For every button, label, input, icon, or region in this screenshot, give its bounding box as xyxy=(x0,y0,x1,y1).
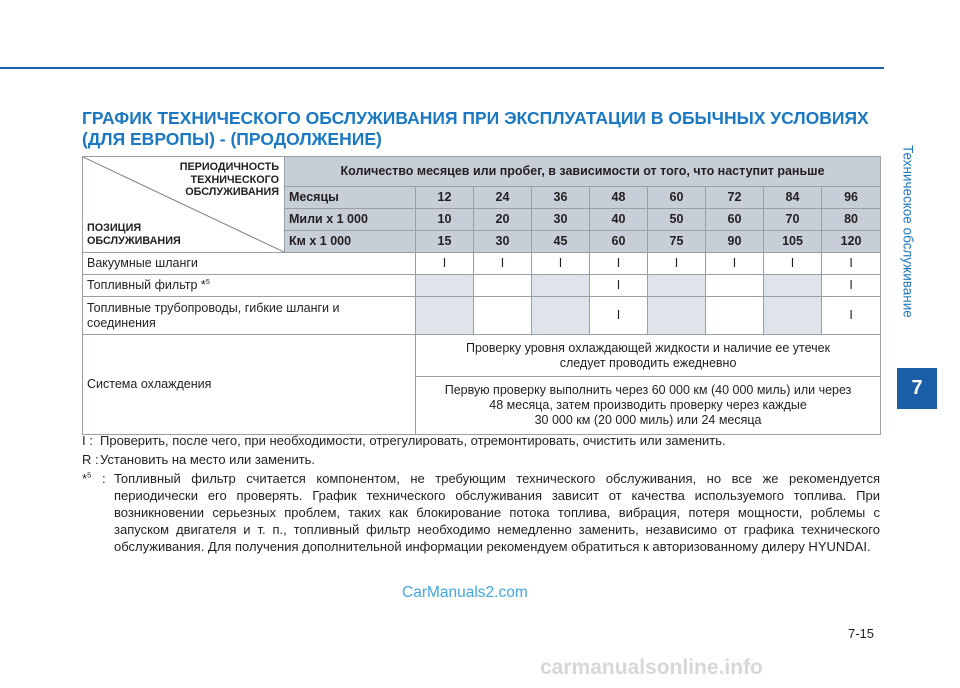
schedule-cell: I xyxy=(590,297,648,335)
item-caption: ПОЗИЦИЯ ОБСЛУЖИВАНИЯ xyxy=(87,222,181,247)
schedule-cell: I xyxy=(706,253,764,275)
schedule-cell: I xyxy=(764,253,822,275)
schedule-cell xyxy=(474,297,532,335)
note-text: Установить на место или заменить. xyxy=(100,452,316,467)
table-row-cooling xyxy=(83,335,881,377)
schedule-cell xyxy=(648,297,706,335)
km-cell: 45 xyxy=(532,231,590,253)
note-key: R : xyxy=(82,452,99,467)
schedule-cell: I xyxy=(474,253,532,275)
schedule-cell: I xyxy=(822,275,881,297)
item-label-fuel-lines: Топливные трубопроводы, гибкие шланги и соединения xyxy=(83,297,416,335)
km-cell: 120 xyxy=(822,231,881,253)
side-tab xyxy=(884,100,932,362)
miles-label: Мили x 1 000 xyxy=(285,209,416,231)
miles-cell: 20 xyxy=(474,209,532,231)
section-title-line1: ГРАФИК ТЕХНИЧЕСКОГО ОБСЛУЖИВАНИЯ ПРИ ЭКСПЛУАТАЦИИ В ОБЫЧНЫХ УСЛОВИЯХ xyxy=(82,108,869,128)
months-cell: 72 xyxy=(706,187,764,209)
footnote-key: *$^5$ xyxy=(82,470,92,486)
section-title-line2: (ДЛЯ ЕВРОПЫ) - (ПРОДОЛЖЕНИЕ) xyxy=(82,129,382,149)
note-replace xyxy=(82,451,880,468)
item-label-vacuum: Вакуумные шланги xyxy=(83,253,416,275)
section-title xyxy=(82,108,882,150)
site-watermark: carmanualsonline.info xyxy=(540,656,763,679)
miles-cell: 40 xyxy=(590,209,648,231)
miles-cell: 70 xyxy=(764,209,822,231)
km-cell: 90 xyxy=(706,231,764,253)
table-row-fuel-filter xyxy=(83,275,881,297)
km-cell: 60 xyxy=(590,231,648,253)
schedule-cell: I xyxy=(648,253,706,275)
schedule-cell: I xyxy=(590,253,648,275)
cooling-note-first-check: Первую проверку выполнить через 60 000 км (40 000 миль) или через 48 месяца, затем производить проверку через каждые 30 000 км (20 000 миль) или 24 месяца xyxy=(416,377,881,435)
months-cell: 12 xyxy=(416,187,474,209)
miles-cell: 60 xyxy=(706,209,764,231)
schedule-cell: I xyxy=(822,253,881,275)
table-corner-header xyxy=(83,157,285,253)
schedule-cell xyxy=(532,275,590,297)
schedule-cell xyxy=(532,297,590,335)
miles-cell: 30 xyxy=(532,209,590,231)
schedule-cell: I xyxy=(590,275,648,297)
note-text: Проверить, после чего, при необходимости, отрегулировать, отремонтировать, очистить или заменить. xyxy=(100,433,726,448)
miles-cell: 50 xyxy=(648,209,706,231)
schedule-cell: I xyxy=(822,297,881,335)
schedule-cell: I xyxy=(532,253,590,275)
schedule-cell xyxy=(648,275,706,297)
notes xyxy=(82,432,880,557)
footnote-5 xyxy=(82,470,880,555)
page-number: 7-15 xyxy=(847,626,874,641)
schedule-cell: I xyxy=(416,253,474,275)
note-key: I : xyxy=(82,433,93,448)
schedule-cell xyxy=(416,275,474,297)
months-cell: 96 xyxy=(822,187,881,209)
maintenance-table xyxy=(82,156,881,435)
footnote-text: Топливный фильтр считается компонентом, не требующим технического обслуживания, но все же рекомендуется периодически его проверять. График технического обслуживания зависит от качества используемого топлива. При возникновении серьезных проблем, таких как блокирование потока топлива, вибрация, потеря мощности, роблемы с запуском двигателя и т. п., топливный фильтр необходимо немедленно заменить, независимо от графика технического обслуживания. Для получения дополнительной информации рекомендуем обратиться к авторизованному дилеру HYUNDAI. xyxy=(114,471,880,554)
schedule-cell xyxy=(706,275,764,297)
km-cell: 105 xyxy=(764,231,822,253)
months-cell: 36 xyxy=(532,187,590,209)
watermark: CarManuals2.com xyxy=(402,584,528,601)
months-label: Месяцы xyxy=(285,187,416,209)
schedule-cell xyxy=(474,275,532,297)
km-cell: 15 xyxy=(416,231,474,253)
months-cell: 84 xyxy=(764,187,822,209)
schedule-cell xyxy=(764,297,822,335)
km-cell: 75 xyxy=(648,231,706,253)
note-inspect xyxy=(82,432,880,449)
km-cell: 30 xyxy=(474,231,532,253)
km-label: Км x 1 000 xyxy=(285,231,416,253)
months-cell: 24 xyxy=(474,187,532,209)
months-cell: 60 xyxy=(648,187,706,209)
months-cell: 48 xyxy=(590,187,648,209)
schedule-cell xyxy=(416,297,474,335)
cooling-note-daily: Проверку уровня охлаждающей жидкости и наличие ее утечек следует проводить ежедневно xyxy=(416,335,881,377)
item-label-cooling: Система охлаждения xyxy=(83,335,416,435)
chapter-badge: 7 xyxy=(897,368,937,409)
schedule-cell xyxy=(764,275,822,297)
miles-cell: 80 xyxy=(822,209,881,231)
miles-cell: 10 xyxy=(416,209,474,231)
interval-caption: ПЕРИОДИЧНОСТЬ ТЕХНИЧЕСКОГО ОБСЛУЖИВАНИЯ xyxy=(179,161,279,198)
table-header: Количество месяцев или пробег, в зависимости от того, что наступит раньше xyxy=(285,157,881,187)
schedule-cell xyxy=(706,297,764,335)
table-row-fuel-lines xyxy=(83,297,881,335)
footnote-colon: : xyxy=(102,471,106,486)
side-tab-label: Техническое обслуживание xyxy=(900,144,916,318)
item-label-fuel-filter: Топливный фильтр *$^5$ xyxy=(83,275,416,297)
table-row-vacuum xyxy=(83,253,881,275)
top-rule xyxy=(0,67,884,69)
